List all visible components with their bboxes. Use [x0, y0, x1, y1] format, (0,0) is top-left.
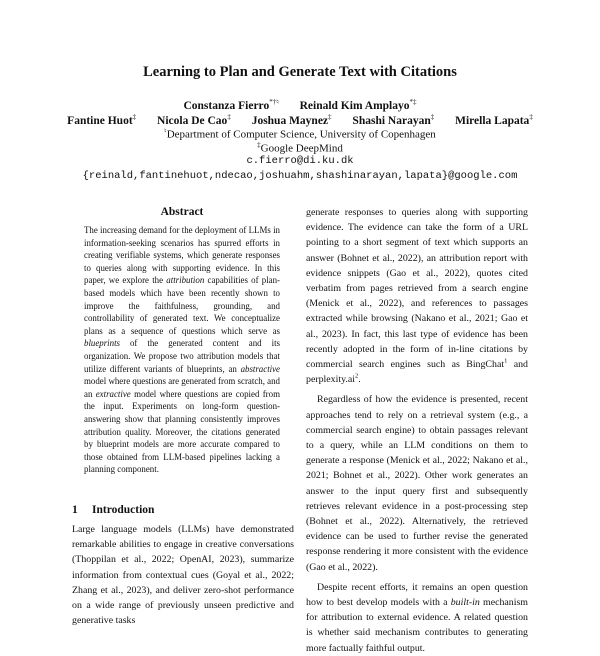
abstract-body: The increasing demand for the deployment of LLMs in information-seeking scenarios has spurred efforts in creating verifiable systems, which generate responses to queries along with supporting evidence. In this paper, we explore the attribution capabilities of plan-based models which have been recently shown to improve the faithfulness, grounding, and controllability of generated text. We conceptualize plans as a sequence of questions which serve as blueprints of the generated content and its organization. We propose two attribution models that utilize different variants of blueprints, an abstractive model where questions are generated from scratch, and an extractive model where questions are copied from the input. Experiments on long-form question-answering show that planning consistently improves attribution quality. Moreover, the citations generated by blueprint models are more accurate compared to those obtained from LLM-based pipelines lacking a planning component. [84, 225, 281, 475]
author: Constanza Fierro*†♮ [183, 98, 279, 112]
author: Reinald Kim Amplayo*‡ [299, 98, 417, 112]
affiliation-copenhagen: ♮Department of Computer Science, University of Copenhagen [164, 127, 436, 141]
introduction-body: Large language models (LLMs) have demonstrated remarkable abilities to engage in creative conversations (Thoppilan et al., 2022; OpenAI, 2023), summarize information from contextual cues (Goyal et al., 2022; Zhang et al., 2023), and deliver zero-shot performance on a wide range of previously unseen predictive and generative tasks [72, 524, 294, 627]
paper-title: Learning to Plan and Generate Text with Citations [143, 64, 457, 80]
abstract-heading: Abstract [160, 206, 204, 218]
author: Shashi Narayan‡ [352, 113, 435, 127]
author: Nicola De Cao‡ [157, 113, 231, 127]
right-column-text [306, 205, 528, 656]
author: Fantine Huot‡ [67, 113, 137, 127]
author: Joshua Maynez‡ [251, 113, 332, 127]
authors-row-1 [0, 98, 600, 112]
paragraph: Despite recent efforts, it remains an open question how to best develop models with a built-in mechanism for attribution to external evidence. A related question is whether said mechanism contributes to generating more factually faithful output. [306, 581, 528, 654]
email-google: {reinald,fantinehuot,ndecao,joshuahm,shashinarayan,lapata}@google.com [82, 170, 518, 182]
paragraph: Regardless of how the evidence is presented, recent approaches tend to rely on a retrieval system (e.g., a commercial search engine) to obtain passages relevant to a query, while an LLM conditions on them to generate a response (Menick et al., 2022; Nakano et al., 2021; Bohnet et al., 2022). Other work generates an answer to the input query first and subsequently retrieves relevant evidence in a post-processing step (Bohnet et al., 2022). Alternatively, the retrieved evidence can be used to further revise the generated response rendering it more consistent with the evidence (Gao et al., 2022). [306, 394, 528, 573]
author: Mirella Lapata‡ [455, 113, 533, 127]
section-heading-introduction: 1 Introduction [72, 504, 155, 516]
authors-row-2 [0, 113, 600, 127]
email-primary: c.fierro@di.ku.dk [246, 155, 354, 167]
paragraph: generate responses to queries along with supporting evidence. The evidence can take the form of a URL pointing to a short segment of text which supports an answer (Bohnet et al., 2022), an attribution report with evidence snippets (Gao et al., 2022), quotes cited verbatim from pages retrieved from a search engine (Menick et al., 2022), and references to passages extracted while browsing (Nakano et al., 2021; Gao et al., 2023). In fact, this last type of evidence has been recently adopted in the form of in-line citations by commercial search engines such as BingChat$^1$ and $perplexity.ai^2$. [306, 207, 528, 386]
affiliation-google: ‡Google DeepMind [257, 141, 343, 155]
